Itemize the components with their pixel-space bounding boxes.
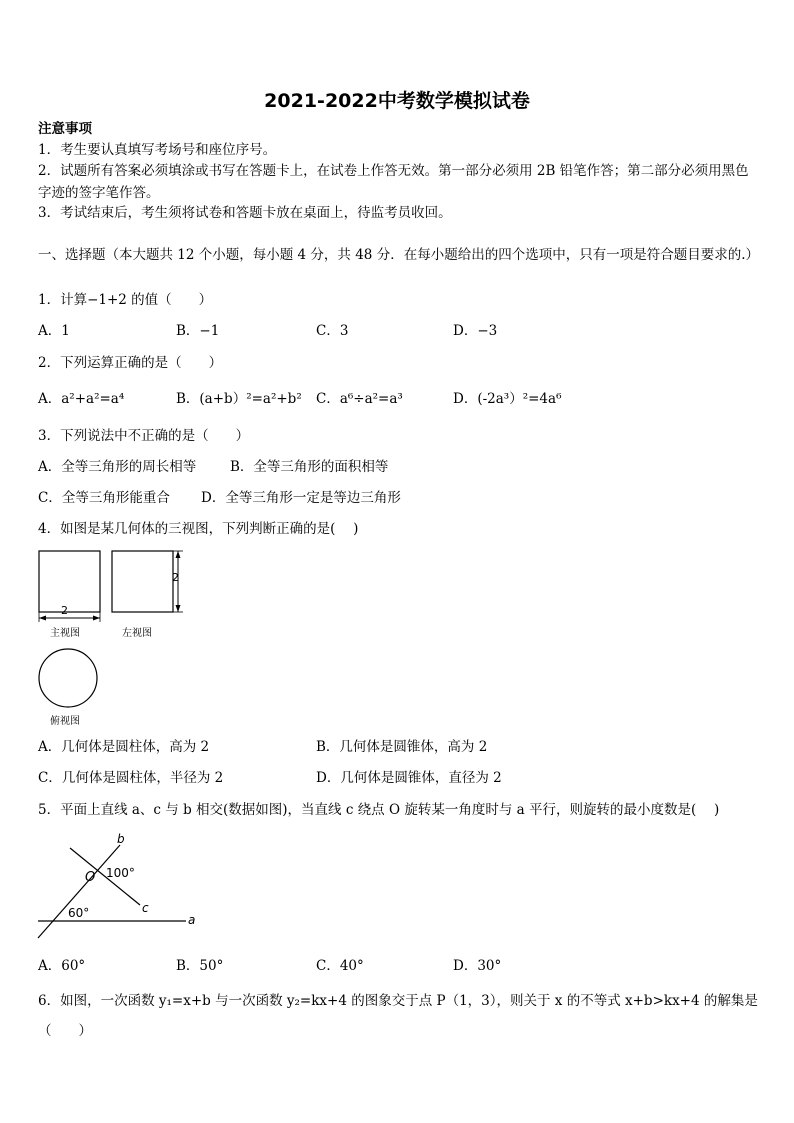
q3-option-c[interactable]: C．全等三角形能重合	[38, 490, 170, 506]
q2-option-c[interactable]: C．a⁶÷a²=a³	[316, 391, 403, 407]
q4-option-c[interactable]: C．几何体是圆柱体，半径为 2	[38, 770, 224, 786]
q1-option-a[interactable]: A．1	[38, 323, 70, 339]
left-view-rect	[112, 551, 173, 612]
q2-option-a[interactable]: A．a²+a²=a⁴	[38, 391, 125, 407]
label-c: c	[142, 901, 149, 915]
q1-option-d[interactable]: D．−3	[453, 323, 498, 339]
notice-item-3: 3．考试结束后，考生须将试卷和答题卡放在桌面上，待监考员收回。	[38, 205, 452, 221]
q3-option-d[interactable]: D．全等三角形一定是等边三角形	[201, 490, 401, 506]
page-title: 2021-2022中考数学模拟试卷	[264, 90, 530, 112]
question-4-stem: 4．如图是某几何体的三视图，下列判断正确的是( )	[38, 521, 359, 537]
line-b	[38, 845, 120, 938]
q4-option-d[interactable]: D．几何体是圆锥体，直径为 2	[316, 770, 502, 786]
left-view-dimension-label: 2	[172, 571, 179, 584]
left-view-caption: 左视图	[122, 628, 152, 639]
q3-option-a[interactable]: A．全等三角形的周长相等	[38, 459, 197, 475]
angle-figure	[30, 830, 210, 942]
top-view-circle	[39, 649, 97, 707]
q1-option-c[interactable]: C．3	[316, 323, 349, 339]
q4-option-a[interactable]: A．几何体是圆柱体，高为 2	[38, 739, 210, 755]
top-view-caption: 俯视图	[50, 716, 80, 727]
angle-100-label: 100°	[106, 866, 135, 880]
q4-option-b[interactable]: B．几何体是圆锥体，高为 2	[316, 739, 488, 755]
section-heading: 一、选择题（本大题共 12 个小题，每小题 4 分，共 48 分．在每小题给出的四个选项中，只有一项是符合题目要求的.）	[38, 247, 759, 263]
front-view-rect	[39, 551, 100, 612]
notice-item-2: 2．试题所有答案必须填涂或书写在答题卡上，在试卷上作答无效。第一部分必须用 2B 铅笔作答；第二部分必须用黑色字迹的签字笔作答。	[38, 163, 749, 201]
question-3-stem: 3．下列说法中不正确的是（ ）	[38, 428, 250, 444]
q3-option-b[interactable]: B．全等三角形的面积相等	[230, 459, 389, 475]
front-view-dimension-label: 2	[61, 604, 68, 617]
q2-option-b[interactable]: B．(a+b）²=a²+b²	[176, 391, 302, 407]
q5-option-d[interactable]: D．30°	[453, 958, 502, 974]
label-a: a	[188, 913, 196, 927]
question-6-stem: 6．如图，一次函数 y₁=x+b 与一次函数 y₂=kx+4 的图象交于点 P（1，3），则关于 x 的不等式 x+b>kx+4 的解集是（ ）	[38, 993, 758, 1039]
angle-60-label: 60°	[68, 906, 90, 920]
q5-option-c[interactable]: C．40°	[316, 958, 364, 974]
notice-item-1: 1．考生要认真填写考场号和座位序号。	[38, 142, 277, 158]
question-5-stem: 5．平面上直线 a、c 与 b 相交(数据如图)，当直线 c 绕点 O 旋转某一角度时与 a 平行，则旋转的最小度数是( )	[38, 802, 720, 818]
label-o: O	[85, 870, 96, 885]
question-2-stem: 2．下列运算正确的是（ ）	[38, 355, 223, 371]
q1-option-b[interactable]: B．−1	[176, 323, 220, 339]
q5-option-b[interactable]: B．50°	[176, 958, 224, 974]
notice-heading: 注意事项	[38, 121, 92, 137]
label-b: b	[117, 832, 125, 846]
front-view-caption: 主视图	[50, 628, 80, 639]
q5-option-a[interactable]: A．60°	[38, 958, 86, 974]
q2-option-d[interactable]: D．(-2a³）²=4a⁶	[453, 391, 562, 407]
question-1-stem: 1．计算−1+2 的值（ ）	[38, 292, 213, 308]
